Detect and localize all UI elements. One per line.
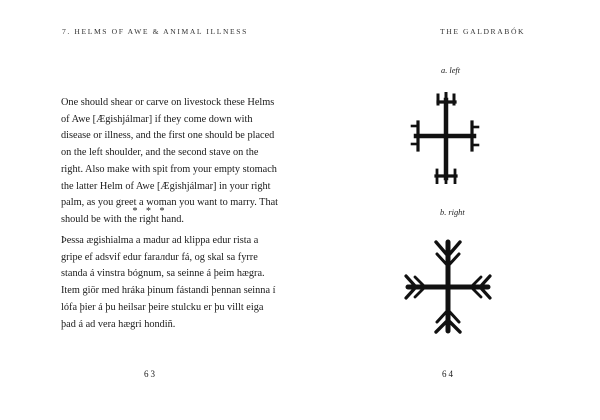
caption-left-stave: a. left — [441, 66, 461, 75]
section-break-asterism: * * * — [132, 206, 168, 217]
helm-of-awe-left-icon — [410, 92, 480, 184]
icelandic-paragraph-text: Þessa ægishialma a madur ad klippa edur rista a gripe ef adsvif edur farалdur fá, og skal sa fyrre standa á vinstra bógnum, sa seinne á þeim hægra. Item giör med hráka þinum fástandi þennan seinna í lófa þier á þu heilsar þeire stulcku er þu villt eiga þad á ad vera hægri hondiñ. — [61, 235, 276, 330]
running-head-left: 7. HELMS OF AWE & ANIMAL ILLNESS — [62, 27, 248, 36]
icelandic-paragraph — [61, 233, 279, 333]
running-head-right: THE GALDRABÓK — [440, 27, 526, 36]
caption-right-stave: b. right — [440, 208, 465, 217]
helm-of-awe-right-icon — [402, 236, 494, 336]
right-page — [300, 0, 600, 420]
page-number-left: 63 — [144, 369, 157, 379]
english-paragraph-text: One should shear or carve on livestock these Helms of Awe [Ægishjálmar] if they come down with disease or illness, and the first one should be placed on the left shoulder, and the second stave on the right. Also make with spit from your empty stomach the latter Helm of Awe [Ægishjálmar] in your right palm, as you greet a woman you want to marry. That should be with the right hand. — [61, 97, 279, 225]
page-number-right: 64 — [442, 369, 455, 379]
